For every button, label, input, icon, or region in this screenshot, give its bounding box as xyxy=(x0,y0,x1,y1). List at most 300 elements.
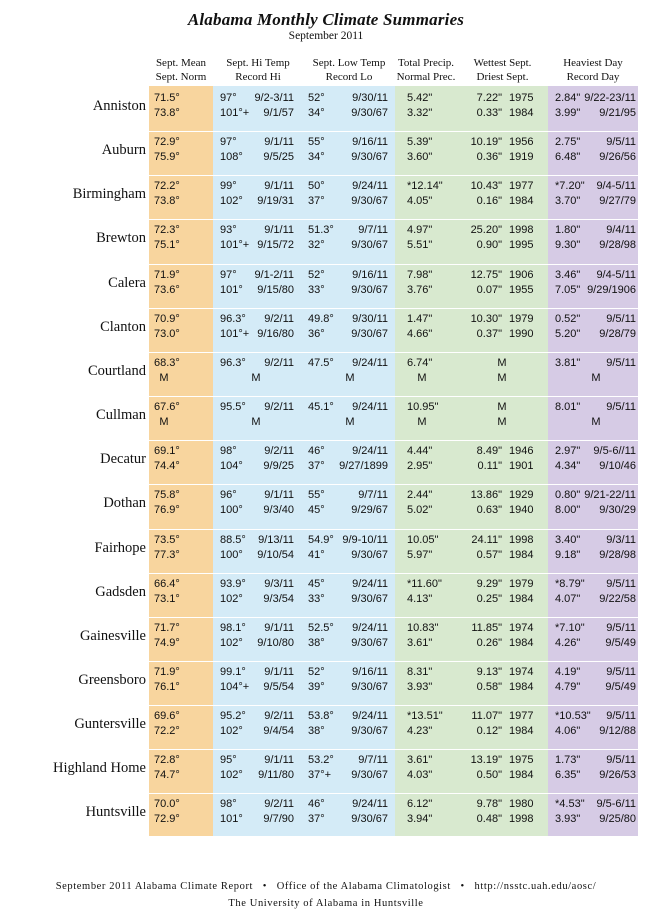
heaviest-day: 3.81" xyxy=(555,356,581,369)
sept-norm: M xyxy=(159,371,169,384)
sept-mean: 72.8° xyxy=(154,754,180,767)
record-lo: 33° xyxy=(308,592,325,605)
column-header-line: Sept. Mean xyxy=(155,57,207,69)
sept-norm: 77.3° xyxy=(154,548,180,561)
wettest-year: 1977 xyxy=(509,710,534,723)
record-day: 4.34" xyxy=(555,460,581,473)
station-name: Birmingham xyxy=(72,186,146,203)
sept-low-temp: 53.2° xyxy=(308,754,334,767)
station-name: Gainesville xyxy=(79,627,146,644)
sept-hi-temp: 96.3° xyxy=(220,312,246,325)
record-lo-date: 9/30/67 xyxy=(351,725,388,738)
record-hi: 100° xyxy=(220,548,243,561)
heaviest-day-date: 9/3/11 xyxy=(606,533,636,546)
wettest-year: 1998 xyxy=(509,224,534,237)
sept-mean: 72.3° xyxy=(154,224,180,237)
heaviest-day: *7.10" xyxy=(555,621,585,634)
total-precip: 6.12" xyxy=(407,798,433,811)
record-day-date: 9/27/79 xyxy=(599,195,636,208)
driest-sept: M xyxy=(497,416,507,429)
row-divider xyxy=(148,131,638,132)
record-lo-date: 9/30/67 xyxy=(351,636,388,649)
record-hi: 101°+ xyxy=(220,107,250,119)
record-day-date: 9/21/95 xyxy=(599,107,636,119)
station-name: Huntsville xyxy=(85,804,146,821)
sept-low-temp: 52° xyxy=(308,665,325,678)
sept-hi-date: 9/1/11 xyxy=(264,665,294,678)
wettest-year: 1977 xyxy=(509,180,534,193)
row-divider xyxy=(148,793,638,794)
column-header-hi xyxy=(213,56,303,84)
row-divider xyxy=(148,308,638,309)
record-lo: 33° xyxy=(308,283,325,296)
sept-low-date: 9/7/11 xyxy=(358,754,388,767)
record-hi-date: 9/15/80 xyxy=(257,283,294,296)
sept-mean: 70.0° xyxy=(154,798,180,811)
record-hi-date: 9/5/54 xyxy=(263,680,294,693)
driest-sept: 0.57" xyxy=(476,548,502,561)
record-lo: 34° xyxy=(308,151,325,164)
sept-low-temp: 45° xyxy=(308,577,325,590)
normal-precip: 3.93" xyxy=(407,680,433,693)
record-hi-date: 9/10/54 xyxy=(257,548,294,561)
sept-low-temp: 52° xyxy=(308,268,325,281)
column-header-precip xyxy=(395,56,457,84)
wettest-sept: 13.86" xyxy=(470,489,502,502)
sept-norm: 76.1° xyxy=(154,680,180,693)
sept-norm: 73.8° xyxy=(154,195,180,208)
station-name: Decatur xyxy=(100,451,146,468)
sept-norm: 75.1° xyxy=(154,239,180,252)
record-day-date: 9/28/98 xyxy=(599,548,636,561)
record-day: 4.26" xyxy=(555,636,581,649)
sept-hi-temp: 93° xyxy=(220,224,237,237)
sept-low-temp: 50° xyxy=(308,180,325,193)
sept-mean: 69.6° xyxy=(154,710,180,723)
sept-low-date: 9/24/11 xyxy=(352,798,388,811)
record-day: 8.00" xyxy=(555,504,581,517)
total-precip: 8.31" xyxy=(407,665,433,678)
total-precip: 5.39" xyxy=(407,136,433,149)
sept-low-temp: 55° xyxy=(308,136,325,149)
wettest-year: 1956 xyxy=(509,136,534,149)
wettest-year: 1929 xyxy=(509,489,534,502)
page-subtitle: September 2011 xyxy=(288,30,364,42)
sept-low-temp: 51.3° xyxy=(308,224,334,237)
sept-hi-date: 9/13/11 xyxy=(258,533,294,546)
record-hi-date: 9/4/54 xyxy=(263,725,294,738)
column-header-heavy xyxy=(548,56,638,84)
sept-hi-date: 9/1/11 xyxy=(264,180,294,193)
record-lo: 32° xyxy=(308,239,325,252)
sept-mean: 72.2° xyxy=(154,180,180,193)
heaviest-day-date: 9/5/11 xyxy=(606,136,636,149)
page-title: Alabama Monthly Climate Summaries xyxy=(187,10,465,29)
wettest-year: 1979 xyxy=(509,312,534,325)
record-hi-date: 9/9/25 xyxy=(263,460,294,473)
record-hi-date: 9/11/80 xyxy=(258,769,294,782)
record-day-date: 9/26/53 xyxy=(599,769,636,782)
wettest-sept: 9.29" xyxy=(476,577,502,590)
record-lo: 37° xyxy=(308,195,325,208)
wettest-year: 1980 xyxy=(509,798,534,811)
wettest-year: 1975 xyxy=(509,754,534,767)
driest-year: 1990 xyxy=(509,327,534,340)
station-name: Dothan xyxy=(103,495,146,512)
column-header-line: Record Day xyxy=(566,71,620,83)
heaviest-day: 3.40" xyxy=(555,533,581,546)
station-name: Cullman xyxy=(96,407,146,424)
record-hi: 104°+ xyxy=(220,680,250,693)
driest-sept: 0.07" xyxy=(476,283,502,296)
sept-hi-temp: 98° xyxy=(220,445,237,458)
normal-precip: 3.94" xyxy=(407,813,433,826)
sept-low-date: 9/24/11 xyxy=(352,180,388,193)
record-lo-date: 9/30/67 xyxy=(351,327,388,340)
sept-norm: 73.8° xyxy=(154,107,180,119)
record-day: 3.70" xyxy=(555,195,581,208)
sept-mean: 72.9° xyxy=(154,136,180,149)
wettest-sept: 9.78" xyxy=(476,798,502,811)
sept-hi-date: 9/2/11 xyxy=(264,710,294,723)
driest-year: 1984 xyxy=(509,592,534,605)
driest-sept: 0.12" xyxy=(476,725,502,738)
normal-precip: 3.76" xyxy=(407,283,433,296)
total-precip: 2.44" xyxy=(407,489,433,502)
heaviest-day: 3.46" xyxy=(555,268,581,281)
station-name: Anniston xyxy=(92,98,146,114)
record-hi: 100° xyxy=(220,504,243,517)
total-precip: 10.95" xyxy=(407,401,439,414)
record-lo-date: 9/30/67 xyxy=(351,195,388,208)
heaviest-day: *4.53" xyxy=(555,798,585,811)
sept-norm: 73.0° xyxy=(154,327,180,340)
driest-year: 1995 xyxy=(509,239,534,252)
wettest-sept: 12.75" xyxy=(470,268,502,281)
record-day-date: 9/5/49 xyxy=(605,636,636,649)
heaviest-day: 2.84" xyxy=(555,92,581,104)
heaviest-day-date: 9/22-23/11 xyxy=(584,92,636,104)
driest-year: 1984 xyxy=(509,107,534,119)
sept-norm: 72.9° xyxy=(154,813,180,826)
normal-precip: 4.05" xyxy=(407,195,433,208)
wettest-sept: 10.43" xyxy=(470,180,502,193)
record-lo: 41° xyxy=(308,548,325,561)
column-header-line: Driest Sept. xyxy=(476,71,529,83)
sept-hi-date: 9/2/11 xyxy=(264,401,294,414)
record-day: 9.18" xyxy=(555,548,581,561)
station-name: Auburn xyxy=(101,142,146,159)
record-day-date: 9/26/56 xyxy=(599,151,636,164)
sept-mean: 68.3° xyxy=(154,356,180,369)
sept-hi-date: 9/2/11 xyxy=(264,312,294,325)
sept-low-date: 9/24/11 xyxy=(352,445,388,458)
driest-year: 1984 xyxy=(509,636,534,649)
record-lo: M xyxy=(345,371,355,384)
heaviest-day: 8.01" xyxy=(555,401,581,414)
sept-hi-temp: 96° xyxy=(220,489,237,502)
driest-sept: 0.26" xyxy=(476,636,502,649)
record-hi-date: 9/3/54 xyxy=(263,592,294,605)
heaviest-day-date: 9/5/11 xyxy=(606,577,636,590)
record-hi: M xyxy=(251,371,261,384)
total-precip: 6.74" xyxy=(407,356,433,369)
wettest-year: 1998 xyxy=(509,533,534,546)
heaviest-day-date: 9/5/11 xyxy=(606,621,636,634)
record-hi: 102° xyxy=(220,769,243,782)
wettest-sept: 10.30" xyxy=(470,312,502,325)
normal-precip: M xyxy=(417,416,427,429)
heaviest-day-date: 9/5/11 xyxy=(606,312,636,325)
record-lo: 45° xyxy=(308,504,325,517)
record-lo: M xyxy=(345,416,355,429)
row-divider xyxy=(148,219,638,220)
station-name: Greensboro xyxy=(78,671,146,688)
row-divider xyxy=(148,749,638,750)
driest-year: 1984 xyxy=(509,548,534,561)
normal-precip: 5.97" xyxy=(407,548,433,561)
heaviest-day-date: 9/4-5/11 xyxy=(596,180,636,193)
sept-hi-date: 9/1/11 xyxy=(264,489,294,502)
sept-hi-temp: 88.5° xyxy=(220,533,246,546)
sept-hi-temp: 96.3° xyxy=(220,356,246,369)
total-precip: *11.60" xyxy=(407,577,442,590)
record-lo-date: 9/30/67 xyxy=(351,548,388,561)
column-header-line: Sept. Norm xyxy=(155,71,207,83)
record-day: 7.05" xyxy=(555,283,581,296)
sept-mean: 70.9° xyxy=(154,312,180,325)
normal-precip: 5.51" xyxy=(407,239,433,252)
sept-hi-date: 9/3/11 xyxy=(264,577,294,590)
wettest-year: 1974 xyxy=(509,665,534,678)
station-name: Calera xyxy=(108,274,146,291)
driest-sept: 0.48" xyxy=(476,813,502,826)
heaviest-day-date: 9/5/11 xyxy=(606,710,636,723)
normal-precip: 4.23" xyxy=(407,725,433,738)
sept-mean: 66.4° xyxy=(154,577,180,590)
normal-precip: 3.32" xyxy=(407,107,433,119)
wettest-sept: 24.11" xyxy=(471,533,502,546)
normal-precip: 4.13" xyxy=(407,592,433,605)
station-name: Gadsden xyxy=(95,583,146,600)
normal-precip: 3.61" xyxy=(407,636,433,649)
sept-hi-temp: 95.5° xyxy=(220,401,246,414)
column-header-line: Heaviest Day xyxy=(563,57,623,69)
row-divider xyxy=(148,440,638,441)
record-day: 3.93" xyxy=(555,813,581,826)
record-lo-date: 9/30/67 xyxy=(351,151,388,164)
driest-sept: 0.37" xyxy=(476,327,502,340)
normal-precip: 2.95" xyxy=(407,460,433,473)
record-day-date: 9/22/58 xyxy=(599,592,636,605)
column-header-line: Sept. Hi Temp xyxy=(226,57,290,69)
record-day: M xyxy=(591,371,601,384)
sept-hi-temp: 95° xyxy=(220,754,237,767)
wettest-year: 1974 xyxy=(509,621,534,634)
record-lo: 36° xyxy=(308,327,325,340)
wettest-sept: 9.13" xyxy=(476,665,502,678)
row-divider xyxy=(148,175,638,176)
column-header-line: Wettest Sept. xyxy=(473,57,532,69)
sept-low-date: 9/7/11 xyxy=(358,489,388,502)
row-divider xyxy=(148,573,638,574)
record-lo: 34° xyxy=(308,107,325,119)
record-day-date: 9/30/29 xyxy=(599,504,636,517)
sept-norm: 76.9° xyxy=(154,504,180,517)
heaviest-day-date: 9/4/11 xyxy=(606,224,636,237)
wettest-sept: 13.19" xyxy=(470,754,502,767)
record-hi: 101° xyxy=(220,283,243,296)
record-hi-date: 9/3/40 xyxy=(263,504,294,517)
sept-hi-date: 9/1/11 xyxy=(264,224,294,237)
heaviest-day: 2.75" xyxy=(555,136,581,149)
record-hi: 102° xyxy=(220,195,243,208)
sept-low-date: 9/24/11 xyxy=(352,710,388,723)
driest-sept: 0.90" xyxy=(476,239,502,252)
station-name: Guntersville xyxy=(74,716,146,733)
record-day: 6.35" xyxy=(555,769,581,782)
heaviest-day-date: 9/4-5/11 xyxy=(596,268,636,281)
sept-norm: 74.4° xyxy=(154,460,180,473)
heaviest-day-date: 9/5/11 xyxy=(606,754,636,767)
heaviest-day: 1.80" xyxy=(555,224,581,237)
record-day-date: 9/28/98 xyxy=(599,239,636,252)
record-hi-date: 9/19/31 xyxy=(257,195,294,208)
wettest-sept: 25.20" xyxy=(470,224,502,237)
sept-hi-temp: 98° xyxy=(220,798,237,811)
station-name: Highland Home xyxy=(52,760,146,777)
record-lo-date: 9/29/67 xyxy=(351,504,388,517)
heaviest-day: *8.79" xyxy=(555,577,585,590)
sept-norm: 73.1° xyxy=(154,592,180,605)
record-hi: 102° xyxy=(220,636,243,649)
sept-norm: 74.9° xyxy=(154,636,180,649)
record-hi: 101°+ xyxy=(220,239,250,252)
record-lo-date: 9/30/67 xyxy=(351,283,388,296)
sept-hi-temp: 97° xyxy=(220,136,237,149)
station-name: Clanton xyxy=(100,318,146,335)
sept-hi-temp: 93.9° xyxy=(220,577,246,590)
sept-low-date: 9/24/11 xyxy=(352,621,388,634)
record-lo-date: 9/30/67 xyxy=(351,813,388,826)
record-day: 4.79" xyxy=(555,680,581,693)
record-hi-date: 9/1/57 xyxy=(263,107,294,119)
record-hi-date: 9/10/80 xyxy=(257,636,294,649)
normal-precip: 5.02" xyxy=(407,504,433,517)
driest-year: 1984 xyxy=(509,195,534,208)
sept-hi-date: 9/1/11 xyxy=(264,621,294,634)
sept-hi-date: 9/2/11 xyxy=(264,445,294,458)
sept-low-date: 9/24/11 xyxy=(352,577,388,590)
heaviest-day-date: 9/5/11 xyxy=(606,356,636,369)
total-precip: *12.14" xyxy=(407,180,443,193)
record-day-date: 9/29/1906 xyxy=(587,283,636,296)
driest-sept: 0.11" xyxy=(477,460,502,473)
sept-low-date: 9/30/11 xyxy=(352,92,388,104)
row-divider xyxy=(148,661,638,662)
sept-hi-temp: 95.2° xyxy=(220,710,246,723)
record-hi: 102° xyxy=(220,592,243,605)
heaviest-day: 0.80" xyxy=(555,489,581,502)
driest-sept: 0.33" xyxy=(476,107,502,119)
row-divider xyxy=(148,352,638,353)
sept-hi-temp: 97° xyxy=(220,92,237,104)
record-lo-date: 9/30/67 xyxy=(351,239,388,252)
sept-hi-date: 9/2/11 xyxy=(264,356,294,369)
record-hi: 102° xyxy=(220,725,243,738)
wettest-year: 1906 xyxy=(509,268,534,281)
record-day-date: 9/12/88 xyxy=(599,725,636,738)
station-name: Courtland xyxy=(88,362,146,379)
driest-year: 1984 xyxy=(509,725,534,738)
record-lo-date: 9/30/67 xyxy=(351,107,388,119)
sept-low-temp: 55° xyxy=(308,489,325,502)
sept-mean: 71.9° xyxy=(154,268,180,281)
sept-low-temp: 52° xyxy=(308,92,325,104)
record-day-date: 9/5/49 xyxy=(605,680,636,693)
record-lo: 37°+ xyxy=(308,769,332,782)
station-name: Fairhope xyxy=(94,539,146,556)
record-lo-date: 9/30/67 xyxy=(351,769,388,782)
record-lo: 39° xyxy=(308,680,325,693)
record-lo-date: 9/30/67 xyxy=(351,680,388,693)
sept-low-temp: 45.1° xyxy=(308,401,334,414)
record-day-date: 9/25/80 xyxy=(599,813,636,826)
driest-sept: 0.63" xyxy=(476,504,502,517)
sept-low-temp: 53.8° xyxy=(308,710,334,723)
sept-hi-temp: 97° xyxy=(220,268,237,281)
row-divider xyxy=(148,617,638,618)
wettest-year: 1975 xyxy=(509,92,534,104)
record-hi: 104° xyxy=(220,460,243,473)
heaviest-day-date: 9/5/11 xyxy=(606,665,636,678)
heaviest-day: *7.20" xyxy=(555,180,585,193)
sept-low-date: 9/16/11 xyxy=(352,136,388,149)
heaviest-day: 1.73" xyxy=(555,754,581,767)
footer-line-2: The University of Alabama in Huntsville xyxy=(228,898,424,909)
footer-line-1: September 2011 Alabama Climate Report • Office of the Alabama Climatologist • http://nsstc.uah.edu/aosc/ xyxy=(55,881,597,892)
sept-low-date: 9/16/11 xyxy=(352,268,388,281)
sept-mean: 71.5° xyxy=(154,92,180,104)
record-hi-date: 9/5/25 xyxy=(263,151,294,164)
sept-hi-date: 9/1/11 xyxy=(264,136,294,149)
sept-low-temp: 46° xyxy=(308,798,325,811)
record-day: M xyxy=(591,416,601,429)
row-divider xyxy=(148,484,638,485)
sept-low-date: 9/16/11 xyxy=(352,665,388,678)
heaviest-day: 0.52" xyxy=(555,312,581,325)
record-hi: 101° xyxy=(220,813,243,826)
sept-mean: 67.6° xyxy=(154,401,180,414)
driest-sept: 0.16" xyxy=(476,195,502,208)
record-day: 5.20" xyxy=(555,327,581,340)
sept-low-date: 9/24/11 xyxy=(352,401,388,414)
record-day: 9.30" xyxy=(555,239,581,252)
driest-year: 1998 xyxy=(509,813,534,826)
sept-hi-date: 9/2/11 xyxy=(264,798,294,811)
sept-hi-date: 9/1-2/11 xyxy=(254,268,294,281)
wettest-sept: 10.19" xyxy=(470,136,502,149)
heaviest-day: *10.53" xyxy=(555,710,591,723)
driest-sept: M xyxy=(497,371,507,384)
normal-precip: M xyxy=(417,371,427,384)
sept-low-date: 9/7/11 xyxy=(358,224,388,237)
wettest-year: 1979 xyxy=(509,577,534,590)
wettest-year: 1946 xyxy=(509,445,534,458)
record-hi-date: 9/16/80 xyxy=(257,327,294,340)
sept-hi-date: 9/2-3/11 xyxy=(254,92,294,104)
wettest-sept: M xyxy=(497,401,507,414)
